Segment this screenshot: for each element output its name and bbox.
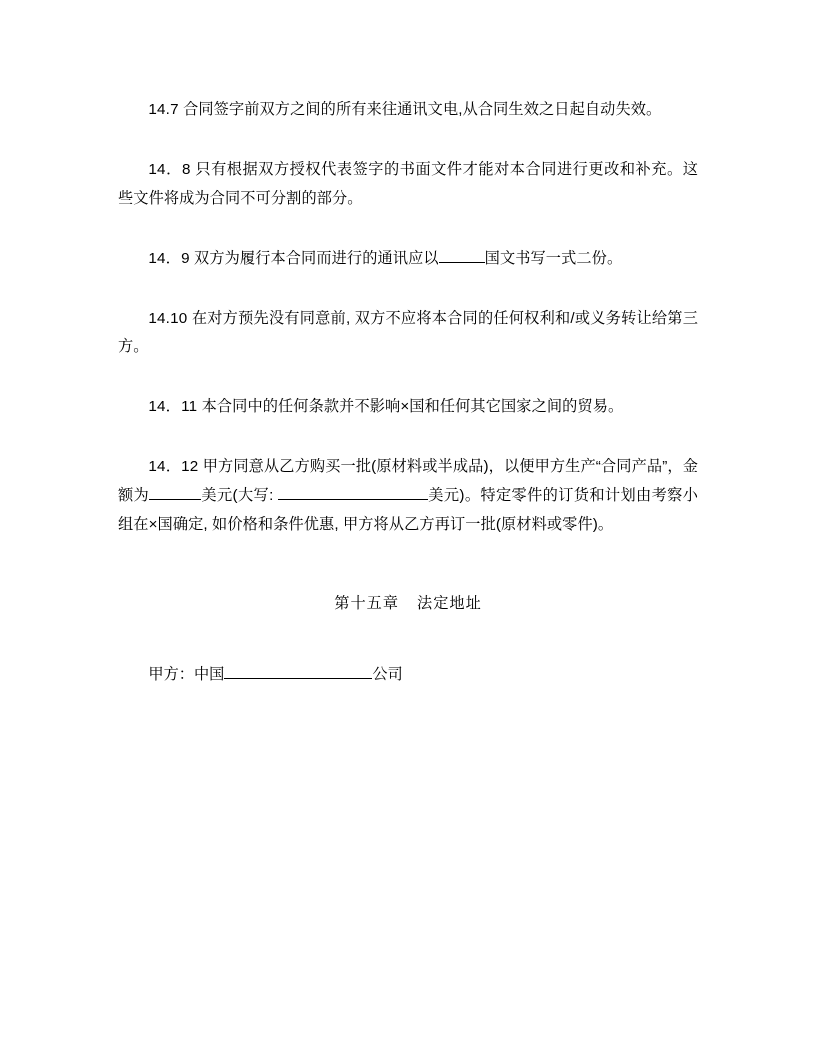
paragraph-clause-14-12 [118,453,698,540]
clause-text: 在对方预先没有同意前, 双方不应将本合同的任何权利和/或义务转让给第三方。 [118,309,698,356]
fill-in-blank-language[interactable] [439,262,485,263]
chapter-name: 法定地址 [417,594,482,612]
clause-number: 14．8 [148,160,191,178]
paragraph-clause-14-7 [118,96,698,125]
party-a-suffix: 公司 [372,665,403,683]
fill-in-blank-amount-figures[interactable] [149,499,201,500]
paragraph-clause-14-8 [118,156,698,214]
paragraph-clause-14-9 [118,245,698,274]
clause-text-after: 国文书写一式二份。 [484,249,623,267]
clause-number: 14．12 [148,458,199,476]
clause-text: 本合同中的任何条款并不影响×国和任何其它国家之间的贸易。 [201,398,624,416]
party-a-address-line [118,661,698,690]
clause-text-part3: 美元)。特定零件的订货和计划由考察小组在×国确定, 如价格和条件优惠, 甲方将从乙方再订一批(原材料或零件)。 [118,487,698,533]
chapter-number: 第十五章 [334,594,399,612]
paragraph-clause-14-10 [118,305,698,363]
clause-text-before: 双方为履行本合同而进行的通讯应以 [194,249,439,267]
clause-number: 14.10 [148,309,188,327]
document-body [118,96,698,690]
clause-number: 14．9 [148,249,190,267]
clause-text: 只有根据双方授权代表签字的书面文件才能对本合同进行更改和补充。这些文件将成为合同不可分割的部分。 [118,160,699,207]
fill-in-blank-party-a-company[interactable] [224,678,372,679]
clause-text-part2: 美元(大写: [201,487,278,504]
fill-in-blank-amount-words[interactable] [278,499,428,500]
chapter-heading [118,590,698,619]
clause-text: 合同签字前双方之间的所有来往通讯文电,从合同生效之日起自动失效。 [183,101,662,118]
paragraph-clause-14-11 [118,393,698,422]
clause-text-part1: 甲方同意从乙方购买一批(原材料或半成品)，以便甲方生产“合同产品”，金额为 [118,458,698,504]
party-a-label: 甲方：中国 [148,665,225,683]
clause-number: 14.7 [148,101,179,118]
clause-number: 14．11 [148,398,198,416]
